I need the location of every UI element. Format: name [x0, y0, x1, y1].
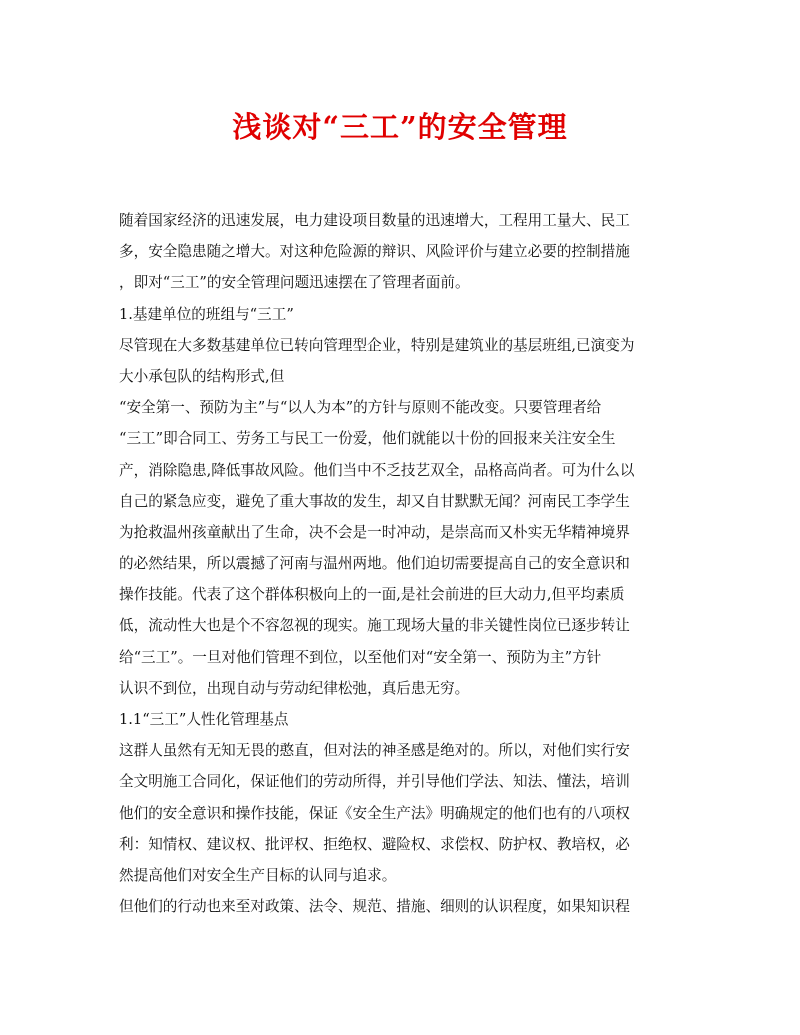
- body-line: 随着国家经济的迅速发展，电力建设项目数量的迅速增大，工程用工量大、民工: [119, 212, 630, 229]
- body-line: 为抢救温州孩童献出了生命，决不会是一时冲动，是崇高而又朴实无华精神境界: [119, 523, 630, 541]
- body-line: 多，安全隐患随之增大。对这种危险源的辩识、风险评价与建立必要的控制措施: [119, 243, 630, 261]
- body-line: 产，消除隐患,降低事故风险。他们当中不乏技艺双全，品格高尚者。可为什么以: [119, 461, 635, 479]
- document-body: [119, 205, 687, 922]
- body-line: 操作技能。代表了这个群体积极向上的一面,是社会前进的巨大动力,但平均素质: [119, 586, 625, 604]
- body-line: 他们的安全意识和操作技能，保证《安全生产法》明确规定的他们也有的八项权: [119, 804, 630, 822]
- body-line: 然提高他们对安全生产目标的认同与追求。: [119, 866, 397, 884]
- body-line: 给“三工”。一旦对他们管理不到位，以至他们对“安全第一、预防为主”方针: [119, 648, 602, 666]
- body-line: 自己的紧急应变，避免了重大事故的发生，却又自甘默默无闻？河南民工李学生: [119, 492, 630, 510]
- body-line: 认识不到位，出现自动与劳动纪律松弛，真后患无穷。: [119, 679, 470, 697]
- body-line: “三工”即合同工、劳务工与民工一份爱，他们就能以十份的回报来关注安全生: [119, 430, 616, 448]
- body-line: “安全第一、预防为主”与“以人为本”的方针与原则不能改变。只要管理者给: [119, 399, 602, 417]
- body-line: 的必然结果，所以震撼了河南与温州两地。他们迫切需要提高自己的安全意识和: [119, 555, 630, 573]
- body-line: 尽管现在大多数基建单位已转向管理型企业，特别是建筑业的基层班组,已演变为: [119, 336, 635, 354]
- body-line: 1.1“三工”人性化管理基点: [119, 711, 289, 728]
- body-line: 1.基建单位的班组与“三工”: [119, 305, 294, 323]
- body-line: ，即对“三工”的安全管理问题迅速摆在了管理者面前。: [119, 274, 470, 292]
- document-title: 浅谈对“三工”的安全管理: [232, 110, 568, 144]
- body-line: 全文明施工合同化，保证他们的劳动所得，并引导他们学法、知法、懂法，培训: [119, 773, 630, 791]
- body-line: 低，流动性大也是个不容忽视的现实。施工现场大量的非关键性岗位已逐步转让: [119, 617, 630, 635]
- body-line: 但他们的行动也来至对政策、法令、规范、措施、细则的认识程度，如果知识程: [119, 898, 630, 916]
- body-line: 这群人虽然有无知无畏的憨直，但对法的神圣感是绝对的。所以，对他们实行安: [119, 742, 630, 760]
- body-line: 利：知情权、建议权、批评权、拒绝权、避险权、求偿权、防护权、教培权，必: [119, 835, 630, 853]
- body-line: 大小承包队的结构形式,但: [119, 367, 285, 385]
